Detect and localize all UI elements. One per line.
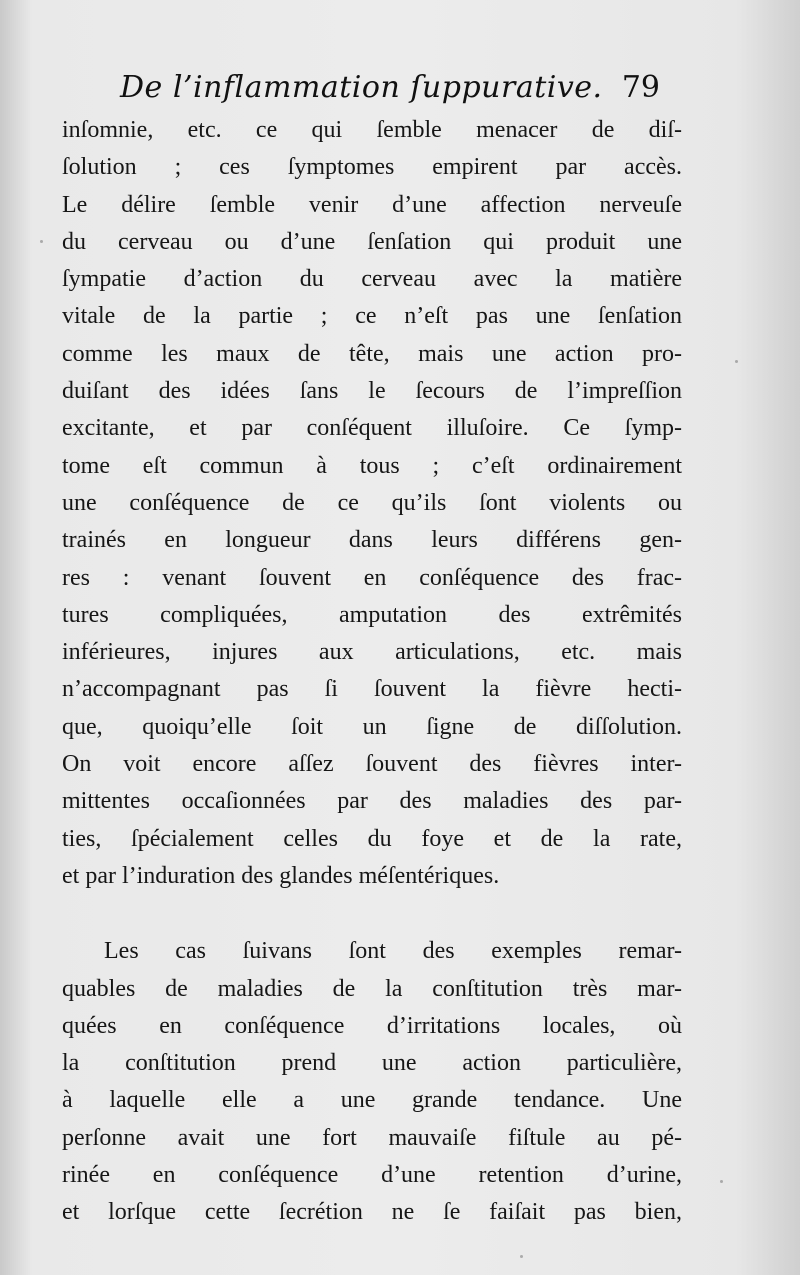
text-line: quables de maladies de la conſtitution très mar- [62, 975, 682, 1002]
page-number: 79 [621, 70, 660, 105]
text-line: quées en conſéquence d’irritations locales, où [62, 1012, 682, 1039]
text-line: inférieures, injures aux articulations, etc. mais [62, 639, 682, 666]
text-line: n’accompagnant pas ſi ſouvent la fièvre hecti- [62, 676, 682, 703]
text-line: mittentes occaſionnées par des maladies des par- [62, 788, 682, 815]
text-line: excitante, et par conſéquent illuſoire. Ce ſymp- [62, 415, 682, 442]
text-line: la conſtitution prend une action particulière, [62, 1050, 682, 1077]
text-line: tome eſt commun à tous ; c’eſt ordinairement [62, 452, 682, 479]
text-line: une conſéquence de ce qu’ils ſont violents ou [62, 489, 682, 516]
paper-speck [735, 360, 738, 363]
text-line: On voit encore aſſez ſouvent des fièvres inter- [62, 751, 682, 778]
text-line: du cerveau ou d’une ſenſation qui produit une [62, 228, 682, 255]
text-line: inſomnie, etc. ce qui ſemble menacer de diſ- [62, 117, 682, 143]
text-line: res : venant ſouvent en conſéquence des frac- [62, 564, 682, 591]
text-line: Le délire ſemble venir d’une affection nerveuſe [62, 191, 682, 218]
text-line: duiſant des idées ſans le ſecours de l’impreſſion [62, 378, 682, 405]
text-line: Les cas ſuivans ſont des exemples remar- [104, 938, 682, 965]
text-line: à laquelle elle a une grande tendance. Une [62, 1087, 682, 1114]
paper-speck [720, 1180, 723, 1183]
text-line: trainés en longueur dans leurs différens gen- [62, 527, 682, 554]
paper-speck [520, 1255, 523, 1258]
text-line: et par l’induration des glandes méſentériques. [62, 862, 500, 889]
text-line: ſympatie d’action du cerveau avec la matière [62, 266, 682, 293]
text-line: ties, ſpécialement celles du foye et de la rate, [62, 825, 682, 852]
text-line: perſonne avait une fort mauvaiſe fiſtule au pé- [62, 1124, 682, 1151]
text-line: et lorſque cette ſecrétion ne ſe faiſait pas bien, [62, 1199, 682, 1226]
text-line: que, quoiqu’elle ſoit un ſigne de diſſolution. [62, 713, 682, 740]
text-line: ſolution ; ces ſymptomes empirent par accès. [62, 154, 682, 181]
paragraph-2 [62, 933, 682, 1231]
body-text [62, 112, 682, 1232]
text-line: comme les maux de tête, mais une action pro- [62, 340, 682, 367]
running-title: De l’inflammation ſuppurative. [120, 70, 603, 105]
text-line: rinée en conſéquence d’une retention d’urine, [62, 1162, 682, 1189]
page-header [120, 70, 660, 112]
text-line: vitale de la partie ; ce n’eſt pas une ſenſation [62, 303, 682, 330]
text-line: tures compliquées, amputation des extrêmités [62, 601, 682, 628]
paper-speck [40, 240, 43, 243]
paragraph-1 [62, 112, 682, 895]
